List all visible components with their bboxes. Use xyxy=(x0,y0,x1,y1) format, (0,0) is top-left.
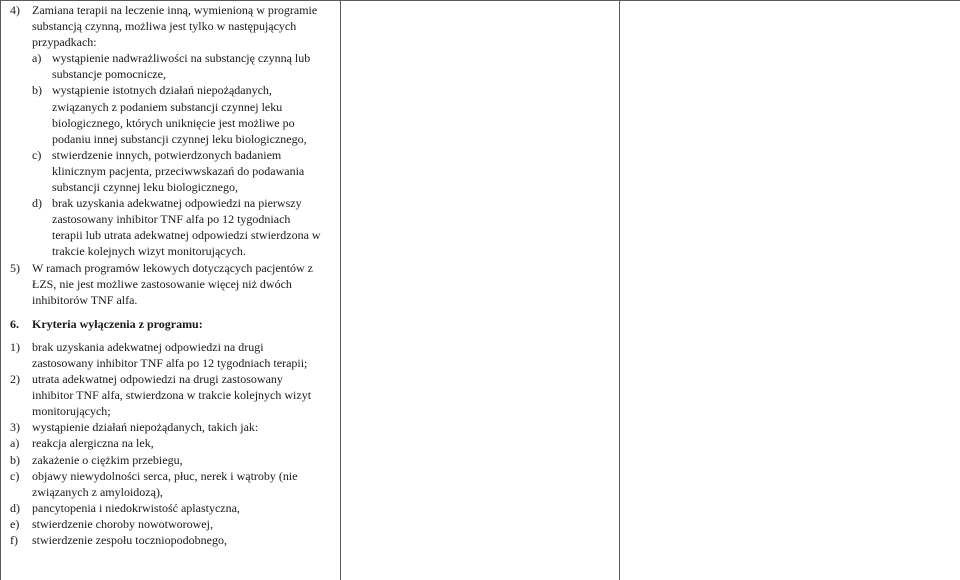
text-line: zastosowany inhibitor TNF alfa po 12 tygodniach terapii; xyxy=(32,355,308,370)
list-marker: 1) xyxy=(10,339,20,354)
list-item-continuation xyxy=(10,211,340,227)
table-column-middle xyxy=(340,1,620,580)
list-marker: a) xyxy=(32,51,42,66)
section-4-line xyxy=(10,2,340,18)
list-item-continuation xyxy=(10,115,340,131)
section-6-heading xyxy=(10,316,340,332)
list-item-continuation xyxy=(10,66,340,82)
sub-list-item xyxy=(10,516,340,532)
text-line: monitorujących; xyxy=(32,404,111,419)
text-line: związanych z podaniem substancji czynnej leku xyxy=(52,99,283,114)
text-line: podaniu innej substancji czynnej leku biologicznego, xyxy=(52,131,307,146)
text-line: terapii lub utrata adekwatnej odpowiedzi stwierdzona w xyxy=(52,228,321,243)
text-line: Zamiana terapii na leczenie inną, wymienioną w programie xyxy=(32,3,318,17)
text-line: inhibitor TNF alfa, stwierdzona w trakcie kolejnych wizyt xyxy=(32,388,312,403)
list-item-continuation xyxy=(10,131,340,147)
text-line: W ramach programów lekowych dotyczących pacjentów z xyxy=(32,260,313,275)
list-item xyxy=(10,50,340,66)
text-line: stwierdzenie zespołu toczniopodobnego, xyxy=(32,533,227,547)
heading-text: Kryteria wyłączenia z programu: xyxy=(32,316,203,331)
text-line: reakcja alergiczna na lek, xyxy=(32,436,154,451)
text-line: zakażenie o ciężkim przebiegu, xyxy=(32,452,183,467)
text-line: wystąpienie działań niepożądanych, takich jak: xyxy=(32,420,259,435)
left-cell-content xyxy=(10,2,340,548)
list-item-continuation xyxy=(10,387,340,403)
list-marker: d) xyxy=(10,500,20,515)
text-line: klinicznym pacjenta, przeciwwskazań do podawania xyxy=(52,163,305,178)
text-line: stwierdzenie innych, potwierdzonych badaniem xyxy=(52,147,282,162)
section-number: 6. xyxy=(10,316,19,331)
sub-list-item xyxy=(10,500,340,516)
list-item xyxy=(10,82,340,98)
text-line: utrata adekwatnej odpowiedzi na drugi zastosowany xyxy=(32,372,283,387)
sub-list-item-continuation xyxy=(10,484,340,500)
text-line: brak uzyskania adekwatnej odpowiedzi na drugi xyxy=(32,339,264,354)
list-marker: 4) xyxy=(10,3,20,17)
sub-list-item xyxy=(10,435,340,451)
list-item-continuation xyxy=(10,403,340,419)
text-line: substancją czynną, możliwa jest tylko w następujących xyxy=(32,19,297,34)
text-line: wystąpienie istotnych działań niepożądanych, xyxy=(52,83,272,98)
text-line: związanych z amyloidozą), xyxy=(32,484,163,499)
list-marker: 2) xyxy=(10,372,20,387)
text-line: objawy niewydolności serca, płuc, nerek i wątroby (nie xyxy=(32,468,298,483)
list-item-continuation xyxy=(10,243,340,259)
list-item xyxy=(10,147,340,163)
section-4-line xyxy=(10,18,340,34)
table-column-right xyxy=(619,1,960,580)
list-item-continuation xyxy=(10,227,340,243)
list-marker: a) xyxy=(10,436,20,451)
list-marker: 5) xyxy=(10,260,20,275)
text-line: zastosowany inhibitor TNF alfa po 12 tygodniach xyxy=(52,212,291,227)
list-marker: 3) xyxy=(10,420,20,435)
list-marker: f) xyxy=(10,533,18,547)
list-marker: c) xyxy=(32,147,42,162)
sub-list-item xyxy=(10,452,340,468)
text-line: wystąpienie nadwrażliwości na substancję czynną lub xyxy=(52,51,311,66)
text-line: brak uzyskania adekwatnej odpowiedzi na pierwszy xyxy=(52,196,302,211)
text-line: przypadkach: xyxy=(32,35,97,50)
list-item xyxy=(10,371,340,387)
list-item-continuation xyxy=(10,99,340,115)
text-line: stwierdzenie choroby nowotworowej, xyxy=(32,516,213,531)
text-line: ŁZS, nie jest możliwe zastosowanie więcej niż dwóch xyxy=(32,276,292,291)
list-item-continuation xyxy=(10,179,340,195)
text-line: pancytopenia i niedokrwistość aplastyczna, xyxy=(32,500,240,515)
text-line: inhibitorów TNF alfa. xyxy=(32,292,138,307)
text-line: trakcie kolejnych wizyt monitorujących. xyxy=(52,244,246,259)
list-item-continuation xyxy=(10,355,340,371)
list-marker: d) xyxy=(32,196,42,211)
text-line: substancje pomocnicze, xyxy=(52,67,166,82)
section-5-line xyxy=(10,276,340,292)
section-4-line xyxy=(10,34,340,50)
list-item xyxy=(10,195,340,211)
list-marker: c) xyxy=(10,468,20,483)
sub-list-item xyxy=(10,532,340,548)
list-item-continuation xyxy=(10,163,340,179)
list-item xyxy=(10,419,340,435)
section-5-line xyxy=(10,260,340,276)
text-line: substancji czynnej leku biologicznego, xyxy=(52,180,238,195)
list-marker: b) xyxy=(10,452,20,467)
list-item xyxy=(10,339,340,355)
section-5-line xyxy=(10,292,340,308)
list-marker: b) xyxy=(32,83,42,98)
list-marker: e) xyxy=(10,516,20,531)
sub-list-item xyxy=(10,468,340,484)
text-line: biologicznego, których uniknięcie jest możliwe po xyxy=(52,115,295,130)
